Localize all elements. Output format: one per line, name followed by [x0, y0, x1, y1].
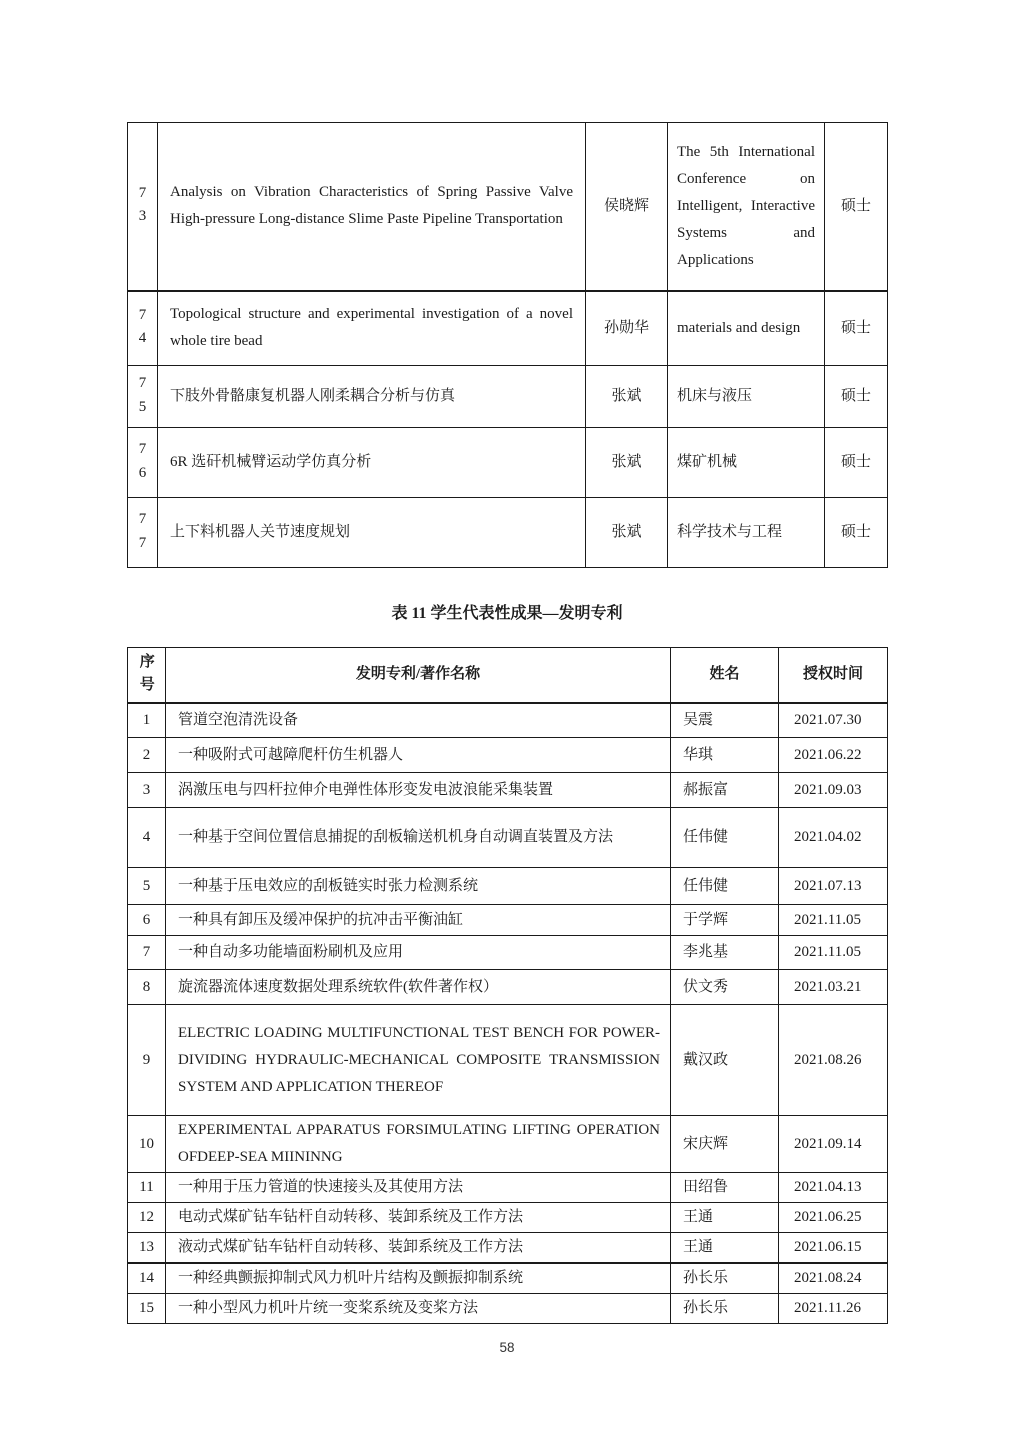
patent-date-cell: 2021.06.25 — [779, 1203, 888, 1233]
patent-date-cell: 2021.06.22 — [779, 738, 888, 773]
patent-row — [128, 970, 888, 1005]
patent-no-cell: 10 — [128, 1116, 166, 1173]
patent-no-cell: 14 — [128, 1263, 166, 1294]
patent-title-cell: 一种基于压电效应的刮板链实时张力检测系统 — [166, 868, 671, 905]
patent-no-cell: 6 — [128, 905, 166, 936]
patent-no-cell: 9 — [128, 1005, 166, 1116]
publication-row — [128, 498, 888, 568]
page-number: 58 — [499, 1340, 515, 1355]
publication-title-cell: Analysis on Vibration Characteristics of Spring Passive Valve High-pressure Long-distance Slime Paste Pipeline Transportation — [158, 123, 586, 291]
patent-no-cell: 5 — [128, 868, 166, 905]
patent-date-cell: 2021.09.14 — [779, 1116, 888, 1173]
patent-no-cell: 3 — [128, 773, 166, 808]
patent-inventor-cell: 任伟健 — [671, 808, 779, 868]
publication-no-cell — [128, 291, 158, 366]
patent-inventor-cell: 郝振富 — [671, 773, 779, 808]
patent-row — [128, 868, 888, 905]
patent-no-cell: 13 — [128, 1233, 166, 1264]
publication-author-cell: 张斌 — [586, 428, 668, 498]
publication-venue-cell: materials and design — [668, 291, 825, 366]
publication-row — [128, 366, 888, 428]
header-date: 授权时间 — [779, 648, 888, 703]
patent-inventor-cell: 宋庆辉 — [671, 1116, 779, 1173]
publication-title-cell: 6R 选矸机械臂运动学仿真分析 — [158, 428, 586, 498]
patent-row — [128, 1294, 888, 1324]
patent-row — [128, 1233, 888, 1264]
header-no-label: 序号 — [139, 653, 155, 693]
student-publications-table-body — [128, 123, 888, 568]
publication-no-cell — [128, 498, 158, 568]
patent-title-cell: EXPERIMENTAL APPARATUS FORSIMULATING LIFTING OPERATION OFDEEP-SEA MIININNG — [166, 1116, 671, 1173]
patent-no-cell: 15 — [128, 1294, 166, 1324]
patent-no-cell: 2 — [128, 738, 166, 773]
patent-row — [128, 738, 888, 773]
patent-no-cell: 8 — [128, 970, 166, 1005]
publication-degree-cell: 硕士 — [825, 291, 888, 366]
patent-title-cell: 一种吸附式可越障爬杆仿生机器人 — [166, 738, 671, 773]
patent-date-cell: 2021.03.21 — [779, 970, 888, 1005]
patent-inventor-cell: 王通 — [671, 1233, 779, 1264]
publication-degree-cell: 硕士 — [825, 123, 888, 291]
student-publications-table — [127, 122, 888, 568]
publication-venue-cell: The 5th International Conference on Intelligent, Interactive Systems and Applications — [668, 123, 825, 291]
patent-row — [128, 1005, 888, 1116]
publication-no-cell — [128, 123, 158, 291]
patent-title-cell: 一种经典颤振抑制式风力机叶片结构及颤振抑制系统 — [166, 1263, 671, 1294]
publication-no: 75 — [138, 375, 147, 415]
publication-title-cell: 下肢外骨骼康复机器人刚柔耦合分析与仿真 — [158, 366, 586, 428]
publication-no: 74 — [138, 307, 147, 347]
publication-degree-cell: 硕士 — [825, 428, 888, 498]
patent-no-cell: 11 — [128, 1173, 166, 1203]
publication-author-cell: 张斌 — [586, 498, 668, 568]
patent-row — [128, 773, 888, 808]
patent-inventor-cell: 孙长乐 — [671, 1294, 779, 1324]
patent-date-cell: 2021.06.15 — [779, 1233, 888, 1264]
invention-patents-table — [127, 647, 888, 1324]
publication-author-cell: 侯晓辉 — [586, 123, 668, 291]
table-caption: 表 11 学生代表性成果—发明专利 — [391, 605, 623, 622]
publication-no: 76 — [138, 441, 147, 481]
document-page — [127, 122, 889, 1355]
patent-row — [128, 1116, 888, 1173]
patent-no-cell: 4 — [128, 808, 166, 868]
patent-title-cell: 涡激压电与四杆拉伸介电弹性体形变发电波浪能采集装置 — [166, 773, 671, 808]
publication-no-cell — [128, 428, 158, 498]
patent-date-cell: 2021.11.05 — [779, 905, 888, 936]
publication-author-cell: 孙勋华 — [586, 291, 668, 366]
patent-inventor-cell: 孙长乐 — [671, 1263, 779, 1294]
patent-date-cell: 2021.07.30 — [779, 703, 888, 738]
patent-date-cell: 2021.08.24 — [779, 1263, 888, 1294]
patent-date-cell: 2021.04.02 — [779, 808, 888, 868]
patent-inventor-cell: 伏文秀 — [671, 970, 779, 1005]
patent-title-cell: 一种基于空间位置信息捕捉的刮板输送机机身自动调直装置及方法 — [166, 808, 671, 868]
patent-title-cell: 电动式煤矿钻车钻杆自动转移、装卸系统及工作方法 — [166, 1203, 671, 1233]
patent-inventor-cell: 王通 — [671, 1203, 779, 1233]
patent-title-cell: 一种用于压力管道的快速接头及其使用方法 — [166, 1173, 671, 1203]
patent-row — [128, 808, 888, 868]
patent-inventor-cell: 华琪 — [671, 738, 779, 773]
publication-no: 77 — [138, 511, 147, 551]
publication-row — [128, 291, 888, 366]
patent-no-cell: 1 — [128, 703, 166, 738]
patent-row — [128, 703, 888, 738]
patent-title-cell: 一种具有卸压及缓冲保护的抗冲击平衡油缸 — [166, 905, 671, 936]
publication-title-cell: Topological structure and experimental investigation of a novel whole tire bead — [158, 291, 586, 366]
patent-title-cell: 一种小型风力机叶片统一变桨系统及变桨方法 — [166, 1294, 671, 1324]
patent-date-cell: 2021.11.05 — [779, 936, 888, 970]
publication-venue-cell: 机床与液压 — [668, 366, 825, 428]
publication-degree-cell: 硕士 — [825, 498, 888, 568]
patent-row — [128, 1203, 888, 1233]
publication-no: 73 — [138, 185, 147, 225]
publication-row — [128, 123, 888, 291]
header-row — [128, 648, 888, 703]
patent-inventor-cell: 吴震 — [671, 703, 779, 738]
patent-date-cell: 2021.04.13 — [779, 1173, 888, 1203]
header-no — [128, 648, 166, 703]
patent-inventor-cell: 戴汉政 — [671, 1005, 779, 1116]
invention-patents-table-header — [128, 648, 888, 703]
header-name: 姓名 — [671, 648, 779, 703]
patent-row — [128, 936, 888, 970]
publication-venue-cell: 科学技术与工程 — [668, 498, 825, 568]
patent-row — [128, 1263, 888, 1294]
patent-date-cell: 2021.09.03 — [779, 773, 888, 808]
patent-inventor-cell: 任伟健 — [671, 868, 779, 905]
patent-title-cell: 旋流器流体速度数据处理系统软件(软件著作权） — [166, 970, 671, 1005]
patent-row — [128, 1173, 888, 1203]
patent-title-cell: 一种自动多功能墙面粉刷机及应用 — [166, 936, 671, 970]
patent-title-cell: ELECTRIC LOADING MULTIFUNCTIONAL TEST BENCH FOR POWER-DIVIDING HYDRAULIC-MECHANICAL COMPOSITE TRANSMISSION SYSTEM AND APPLICATION THEREOF — [166, 1005, 671, 1116]
patent-date-cell: 2021.08.26 — [779, 1005, 888, 1116]
publication-no-cell — [128, 366, 158, 428]
publication-row — [128, 428, 888, 498]
patent-title-cell: 液动式煤矿钻车钻杆自动转移、装卸系统及工作方法 — [166, 1233, 671, 1264]
patent-title-cell: 管道空泡清洗设备 — [166, 703, 671, 738]
patent-no-cell: 12 — [128, 1203, 166, 1233]
invention-patents-table-body — [128, 703, 888, 1324]
publication-author-cell: 张斌 — [586, 366, 668, 428]
patent-inventor-cell: 于学辉 — [671, 905, 779, 936]
publication-degree-cell: 硕士 — [825, 366, 888, 428]
patent-date-cell: 2021.11.26 — [779, 1294, 888, 1324]
patent-date-cell: 2021.07.13 — [779, 868, 888, 905]
patent-row — [128, 905, 888, 936]
patent-inventor-cell: 田绍鲁 — [671, 1173, 779, 1203]
patent-no-cell: 7 — [128, 936, 166, 970]
publication-title-cell: 上下料机器人关节速度规划 — [158, 498, 586, 568]
header-title: 发明专利/著作名称 — [166, 648, 671, 703]
publication-venue-cell: 煤矿机械 — [668, 428, 825, 498]
patent-inventor-cell: 李兆基 — [671, 936, 779, 970]
